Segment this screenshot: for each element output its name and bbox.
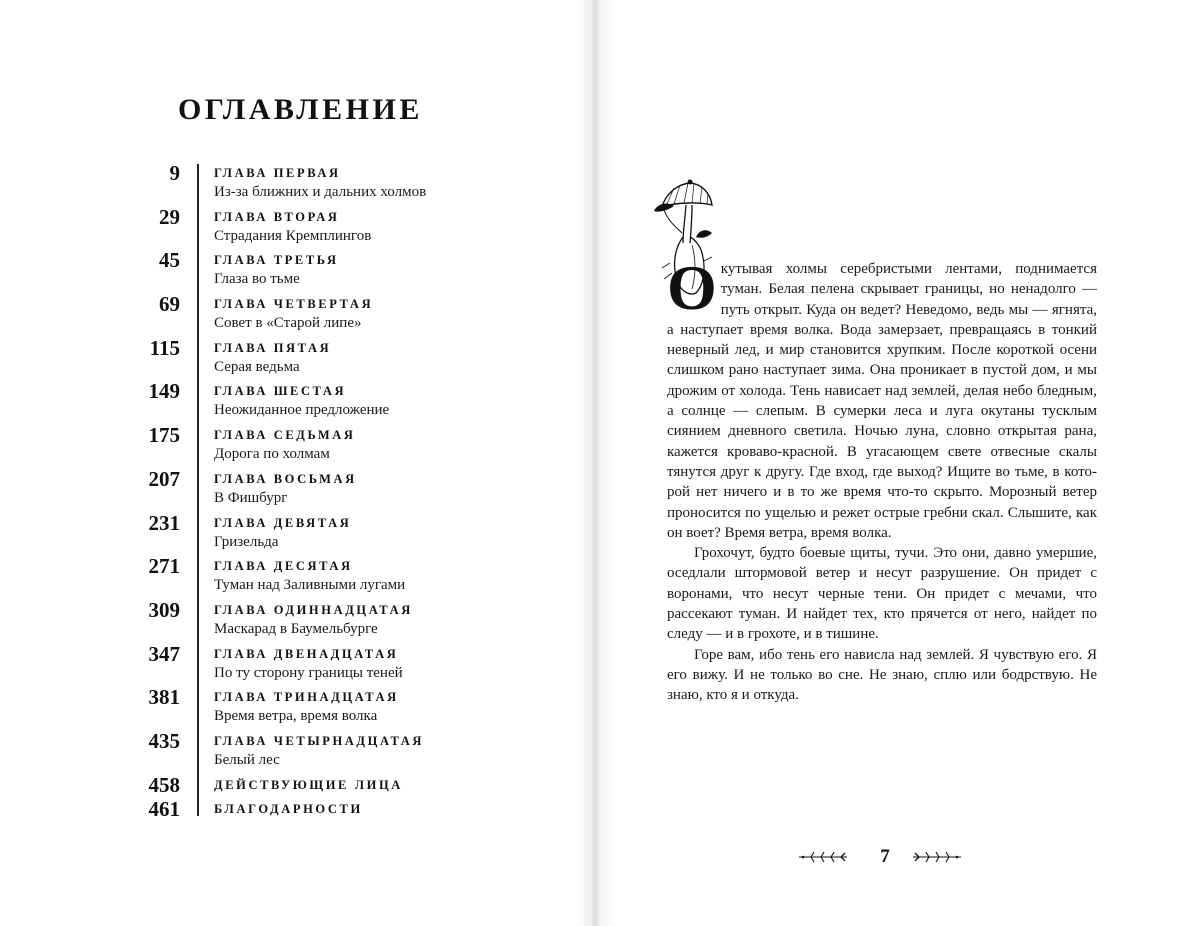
toc-chapter-title: Страдания Кремплингов: [214, 227, 372, 244]
toc-entry[interactable]: [140, 424, 560, 468]
toc-page-number: 115: [149, 335, 180, 360]
left-page-contents: [0, 0, 590, 926]
paragraph: Грохочут, будто боевые щиты, тучи. Это они, давно умершие, оседлали штормовой ветер и несут разрушение. Он придет с воронами, что несут черные тени. Он придет с мечами, что рассекают туман. И найдет тех, кто прячется от него, найдет по следу — и в грохоте, и в тишине.: [667, 545, 1097, 643]
toc-chapter-title: Глаза во тьме: [214, 271, 300, 288]
right-page-prologue: [590, 0, 1183, 926]
toc-entry[interactable]: [140, 293, 560, 337]
toc-chapter-label: ГЛАВА ДЕСЯТАЯ: [214, 559, 353, 574]
toc-chapter-title: Дорога по холмам: [214, 446, 330, 463]
toc-page-number: 381: [148, 685, 180, 710]
toc-chapter-title: Время ветра, время волка: [214, 708, 378, 725]
toc-page-number: 175: [148, 423, 180, 448]
toc-chapter-label: ГЛАВА ВТОРАЯ: [214, 209, 340, 224]
toc-list: [140, 162, 560, 822]
paragraph: Горе вам, ибо тень его нависла над землей. Я чувствую его. Я его вижу. И не только во сне. Не знаю, сплю или бодрствую. Не знаю, кто я и откуда.: [667, 646, 1097, 704]
vine-ornament-icon: [913, 851, 961, 863]
toc-entry[interactable]: [140, 337, 560, 381]
toc-entry[interactable]: [140, 380, 560, 424]
toc-chapter-title: Маскарад в Баумельбурге: [214, 620, 378, 637]
toc-chapter-title: Неожиданное предложение: [214, 402, 390, 419]
toc-page-number: 231: [148, 510, 180, 535]
toc-page-number: 435: [148, 728, 180, 753]
toc-entry[interactable]: [140, 249, 560, 293]
toc-entry[interactable]: [140, 643, 560, 687]
paragraph: [667, 252, 1097, 543]
toc-page-number: 9: [169, 161, 180, 185]
toc-chapter-label: ГЛАВА СЕДЬМАЯ: [214, 428, 356, 443]
toc-entry[interactable]: [140, 468, 560, 512]
toc-chapter-label: ГЛАВА ОДИННАДЦАТАЯ: [214, 602, 413, 617]
toc-page-number: 149: [148, 379, 180, 404]
toc-chapter-label: ГЛАВА ДВЕНАДЦАТАЯ: [214, 646, 399, 661]
toc-page-number: 461: [148, 796, 180, 821]
toc-title: ОГЛАВЛЕНИЕ: [178, 93, 423, 126]
toc-chapter-title: В Фишбург: [214, 489, 288, 506]
toc-chapter-label: ГЛАВА ПЕРВАЯ: [214, 166, 341, 180]
toc-entry[interactable]: [140, 555, 560, 599]
toc-page-number: 458: [148, 772, 180, 797]
toc-chapter-label: ГЛАВА ДЕВЯТАЯ: [214, 515, 352, 530]
toc-entry[interactable]: [140, 599, 560, 643]
page-number: 7: [880, 846, 890, 867]
toc-page-number: 347: [148, 641, 180, 666]
toc-chapter-title: Белый лес: [214, 751, 280, 768]
toc-page-number: 309: [148, 597, 180, 622]
toc-entry[interactable]: [140, 774, 560, 798]
toc-chapter-label: ГЛАВА ЧЕТВЕРТАЯ: [214, 297, 374, 312]
toc-chapter-label: ГЛАВА ШЕСТАЯ: [214, 384, 347, 399]
toc-chapter-label: ГЛАВА ВОСЬМАЯ: [214, 471, 357, 486]
toc-chapter-title: Из-за ближних и дальних холмов: [214, 184, 427, 200]
toc-chapter-label: ГЛАВА ТРИНАДЦАТАЯ: [214, 690, 399, 705]
toc-entry[interactable]: [140, 206, 560, 250]
toc-section-label: ДЕЙСТВУЮЩИЕ ЛИЦА: [214, 777, 403, 792]
toc-chapter-title: Совет в «Старой липе»: [214, 315, 362, 332]
toc-chapter-title: По ту сторону границы теней: [214, 664, 403, 681]
toc-chapter-label: ГЛАВА ТРЕТЬЯ: [214, 253, 339, 268]
toc-page-number: 207: [148, 466, 180, 491]
toc-entry[interactable]: [140, 798, 560, 822]
toc-chapter-title: Серая ведьма: [214, 358, 300, 375]
toc-page-number: 29: [159, 204, 180, 229]
page-footer: [795, 843, 975, 873]
toc-entry[interactable]: [140, 686, 560, 730]
toc-entry[interactable]: [140, 162, 560, 206]
toc-entry[interactable]: [140, 730, 560, 774]
toc-page-number: 271: [148, 554, 180, 579]
vine-ornament-icon: [799, 851, 847, 863]
toc-chapter-label: ГЛАВА ПЯТАЯ: [214, 340, 332, 355]
toc-chapter-label: ГЛАВА ЧЕТЫРНАДЦАТАЯ: [214, 733, 425, 748]
toc-section-label: БЛАГОДАРНОСТИ: [214, 801, 363, 816]
prologue-text: [667, 252, 1097, 706]
toc-chapter-title: Гризельда: [214, 533, 279, 550]
toc-chapter-title: Туман над Заливными лугами: [214, 577, 406, 594]
drop-cap: О: [667, 252, 717, 323]
toc-entry[interactable]: [140, 512, 560, 556]
toc-page-number: 45: [159, 248, 180, 273]
paragraph-text: кутывая холмы серебристыми лентами, поднимается туман. Белая пелена скрывает границы, но ненадолго — путь открыт. Куда он ведет? Неведомо, ведь мы — ягнята, а наступает время волка. Вода замерзает, превращаясь в тонкий неверный лед, и мир становится хрупким. После короткой осени слишком рано наступает зима. Она проникает в пустой дом, и мы дрожим от холода. Тень нависает над землей, делая небо бледным, а солнце — слепым. В сумерки леса и луга окутаны тусклым сиянием дневного светила. Ночью луна, словно открытая рана, кажется кроваво-красной. В угасающем свете отвесные скалы тянутся друг к другу. Где вход, где выход? Ищите во тьме, в которой нет ничего и в то же время что-то скрыто. Морозный ветер проносится по ущелью и режет острые гребни скал. Слышите, как он воет? Время ветра, время волка.: [667, 261, 1097, 541]
toc-page-number: 69: [159, 292, 180, 317]
